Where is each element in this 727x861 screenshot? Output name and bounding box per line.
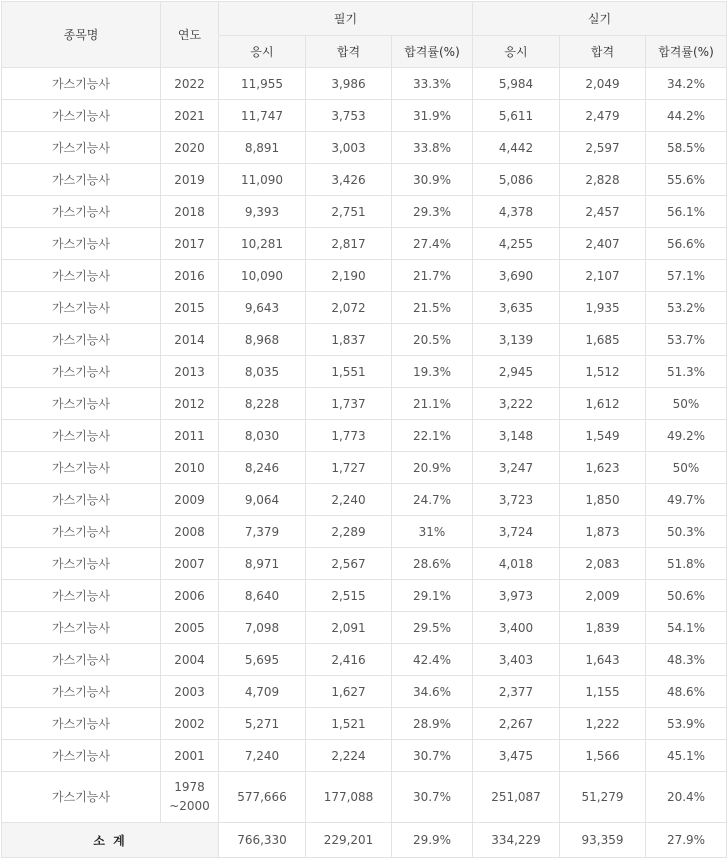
cell-practical-passed: 1,512: [560, 356, 646, 388]
table-row: [2, 452, 727, 484]
cell-year: 2008: [161, 516, 219, 548]
table-row: [2, 676, 727, 708]
cell-practical-pass-rate: 56.6%: [646, 228, 727, 260]
cell-written-passed: 2,224: [306, 740, 392, 772]
cell-item-name: 가스기능사: [2, 548, 161, 580]
header-written-applicants: 응시: [219, 36, 306, 68]
cell-practical-pass-rate: 53.7%: [646, 324, 727, 356]
cell-practical-applicants: 251,087: [473, 772, 560, 823]
cell-written-pass-rate: 24.7%: [392, 484, 473, 516]
cell-written-passed: 1,521: [306, 708, 392, 740]
cell-written-pass-rate: 19.3%: [392, 356, 473, 388]
cell-practical-passed: 1,612: [560, 388, 646, 420]
cell-written-pass-rate: 29.1%: [392, 580, 473, 612]
table-row: [2, 292, 727, 324]
cell-practical-applicants: 3,148: [473, 420, 560, 452]
cell-written-applicants: 11,090: [219, 164, 306, 196]
cell-practical-passed: 2,107: [560, 260, 646, 292]
cell-item-name: 가스기능사: [2, 228, 161, 260]
cell-written-applicants: 7,379: [219, 516, 306, 548]
cell-written-applicants: 8,971: [219, 548, 306, 580]
cell-year: 2002: [161, 708, 219, 740]
cell-practical-applicants: 3,475: [473, 740, 560, 772]
cell-written-passed: 1,737: [306, 388, 392, 420]
cell-written-passed: 3,986: [306, 68, 392, 100]
cell-year: [161, 772, 219, 823]
cell-item-name: 가스기능사: [2, 68, 161, 100]
cell-written-passed: 2,751: [306, 196, 392, 228]
cell-practical-passed: 1,155: [560, 676, 646, 708]
table-row: [2, 484, 727, 516]
cell-year: 2021: [161, 100, 219, 132]
cell-practical-applicants: 5,611: [473, 100, 560, 132]
cell-year: 2006: [161, 580, 219, 612]
cell-practical-applicants: 5,086: [473, 164, 560, 196]
cell-written-pass-rate: 20.9%: [392, 452, 473, 484]
cell-written-pass-rate: 29.5%: [392, 612, 473, 644]
cell-written-pass-rate: 21.5%: [392, 292, 473, 324]
table-row: [2, 612, 727, 644]
cell-practical-applicants: 5,984: [473, 68, 560, 100]
cell-practical-pass-rate: 50.6%: [646, 580, 727, 612]
table-row-range: [2, 772, 727, 823]
cell-written-pass-rate: 33.3%: [392, 68, 473, 100]
cell-practical-applicants: 3,724: [473, 516, 560, 548]
cell-practical-pass-rate: 51.8%: [646, 548, 727, 580]
total-practical-passed: 93,359: [560, 823, 646, 858]
cell-written-applicants: 8,228: [219, 388, 306, 420]
cell-written-pass-rate: 28.6%: [392, 548, 473, 580]
cell-written-pass-rate: 28.9%: [392, 708, 473, 740]
table-row: [2, 132, 727, 164]
cell-year: 2014: [161, 324, 219, 356]
cell-written-passed: 2,817: [306, 228, 392, 260]
total-label: 소 계: [2, 823, 219, 858]
cell-written-pass-rate: 31%: [392, 516, 473, 548]
table-row: [2, 740, 727, 772]
cell-year: 2005: [161, 612, 219, 644]
cell-written-applicants: 8,891: [219, 132, 306, 164]
cell-practical-passed: 2,049: [560, 68, 646, 100]
cell-practical-pass-rate: 51.3%: [646, 356, 727, 388]
cell-item-name: 가스기능사: [2, 708, 161, 740]
cell-practical-pass-rate: 57.1%: [646, 260, 727, 292]
cell-year: 2016: [161, 260, 219, 292]
cell-item-name: 가스기능사: [2, 612, 161, 644]
header-written-passed: 합격: [306, 36, 392, 68]
cell-practical-pass-rate: 56.1%: [646, 196, 727, 228]
cell-written-applicants: 11,955: [219, 68, 306, 100]
cell-written-pass-rate: 34.6%: [392, 676, 473, 708]
cell-item-name: 가스기능사: [2, 100, 161, 132]
table-body: [2, 68, 727, 858]
cell-written-applicants: 8,968: [219, 324, 306, 356]
cell-written-applicants: 5,695: [219, 644, 306, 676]
header-practical-pass-rate: 합격률(%): [646, 36, 727, 68]
cell-item-name: 가스기능사: [2, 644, 161, 676]
cell-year: 2013: [161, 356, 219, 388]
cell-practical-passed: 51,279: [560, 772, 646, 823]
table-row: [2, 100, 727, 132]
cell-practical-passed: 1,566: [560, 740, 646, 772]
table-header: [2, 2, 727, 68]
table-row: [2, 420, 727, 452]
cell-written-passed: 2,190: [306, 260, 392, 292]
cell-written-applicants: 7,240: [219, 740, 306, 772]
cell-written-pass-rate: 30.9%: [392, 164, 473, 196]
cell-written-applicants: 10,281: [219, 228, 306, 260]
cell-written-passed: 2,289: [306, 516, 392, 548]
cell-written-pass-rate: 30.7%: [392, 740, 473, 772]
cell-item-name: 가스기능사: [2, 324, 161, 356]
cell-written-applicants: 9,064: [219, 484, 306, 516]
cell-practical-applicants: 3,400: [473, 612, 560, 644]
cell-item-name: 가스기능사: [2, 420, 161, 452]
cell-practical-passed: 1,873: [560, 516, 646, 548]
cell-practical-applicants: 2,267: [473, 708, 560, 740]
cell-written-passed: 2,567: [306, 548, 392, 580]
total-written-applicants: 766,330: [219, 823, 306, 858]
cell-practical-pass-rate: 50.3%: [646, 516, 727, 548]
cell-year: 2012: [161, 388, 219, 420]
cell-practical-applicants: 3,973: [473, 580, 560, 612]
cell-year: 2018: [161, 196, 219, 228]
table-row: [2, 580, 727, 612]
cell-written-pass-rate: 30.7%: [392, 772, 473, 823]
cell-practical-passed: 2,597: [560, 132, 646, 164]
cell-practical-passed: 2,457: [560, 196, 646, 228]
cell-written-applicants: 10,090: [219, 260, 306, 292]
cell-practical-applicants: 3,403: [473, 644, 560, 676]
cell-written-pass-rate: 42.4%: [392, 644, 473, 676]
cell-year-end: ~2000: [169, 799, 210, 813]
cell-item-name: 가스기능사: [2, 580, 161, 612]
cell-practical-passed: 1,850: [560, 484, 646, 516]
table-row: [2, 228, 727, 260]
cell-written-passed: 3,753: [306, 100, 392, 132]
cell-item-name: 가스기능사: [2, 292, 161, 324]
cell-practical-applicants: 4,255: [473, 228, 560, 260]
cell-practical-applicants: 2,377: [473, 676, 560, 708]
cell-practical-passed: 1,685: [560, 324, 646, 356]
cell-practical-passed: 1,935: [560, 292, 646, 324]
cell-year: 2015: [161, 292, 219, 324]
cell-written-applicants: 577,666: [219, 772, 306, 823]
cell-item-name: 가스기능사: [2, 388, 161, 420]
table-row: [2, 644, 727, 676]
table-row: [2, 548, 727, 580]
table-row: [2, 196, 727, 228]
cell-practical-passed: 2,407: [560, 228, 646, 260]
cell-written-applicants: 8,640: [219, 580, 306, 612]
cell-item-name: 가스기능사: [2, 132, 161, 164]
cell-practical-passed: 1,643: [560, 644, 646, 676]
total-practical-applicants: 334,229: [473, 823, 560, 858]
cell-practical-passed: 1,222: [560, 708, 646, 740]
cell-year: 2019: [161, 164, 219, 196]
cell-year-start: 1978: [174, 780, 205, 794]
cell-practical-applicants: 3,222: [473, 388, 560, 420]
cell-practical-pass-rate: 20.4%: [646, 772, 727, 823]
cell-practical-pass-rate: 58.5%: [646, 132, 727, 164]
cell-written-applicants: 8,035: [219, 356, 306, 388]
cell-written-applicants: 8,030: [219, 420, 306, 452]
cell-practical-applicants: 3,723: [473, 484, 560, 516]
table-row: [2, 516, 727, 548]
cell-written-pass-rate: 33.8%: [392, 132, 473, 164]
cell-practical-pass-rate: 48.6%: [646, 676, 727, 708]
cell-year: 2010: [161, 452, 219, 484]
cell-practical-applicants: 2,945: [473, 356, 560, 388]
cell-practical-pass-rate: 34.2%: [646, 68, 727, 100]
cell-item-name: 가스기능사: [2, 516, 161, 548]
cell-written-applicants: 7,098: [219, 612, 306, 644]
table-row: [2, 708, 727, 740]
cell-practical-applicants: 4,378: [473, 196, 560, 228]
table-row: [2, 164, 727, 196]
total-practical-pass-rate: 27.9%: [646, 823, 727, 858]
header-year: 연도: [161, 2, 219, 68]
cell-practical-passed: 1,839: [560, 612, 646, 644]
table-row: [2, 68, 727, 100]
cell-item-name: 가스기능사: [2, 676, 161, 708]
cell-practical-pass-rate: 44.2%: [646, 100, 727, 132]
cell-item-name: 가스기능사: [2, 740, 161, 772]
header-written-pass-rate: 합격률(%): [392, 36, 473, 68]
header-practical-passed: 합격: [560, 36, 646, 68]
cell-written-passed: 2,240: [306, 484, 392, 516]
total-written-passed: 229,201: [306, 823, 392, 858]
pass-rate-table: [1, 1, 727, 858]
cell-practical-pass-rate: 54.1%: [646, 612, 727, 644]
cell-item-name: 가스기능사: [2, 260, 161, 292]
cell-written-passed: 3,003: [306, 132, 392, 164]
cell-year: 2022: [161, 68, 219, 100]
cell-item-name: 가스기능사: [2, 164, 161, 196]
table-row: [2, 356, 727, 388]
cell-written-applicants: 4,709: [219, 676, 306, 708]
cell-written-passed: 1,773: [306, 420, 392, 452]
cell-practical-pass-rate: 50%: [646, 452, 727, 484]
cell-written-passed: 1,837: [306, 324, 392, 356]
cell-written-passed: 2,072: [306, 292, 392, 324]
cell-written-pass-rate: 22.1%: [392, 420, 473, 452]
cell-practical-applicants: 3,690: [473, 260, 560, 292]
cell-written-passed: 2,091: [306, 612, 392, 644]
cell-practical-pass-rate: 53.9%: [646, 708, 727, 740]
cell-year: 2004: [161, 644, 219, 676]
cell-written-pass-rate: 21.1%: [392, 388, 473, 420]
cell-year: 2017: [161, 228, 219, 260]
cell-practical-pass-rate: 45.1%: [646, 740, 727, 772]
cell-practical-applicants: 3,635: [473, 292, 560, 324]
cell-item-name: 가스기능사: [2, 772, 161, 823]
cell-written-passed: 2,515: [306, 580, 392, 612]
cell-written-passed: 1,627: [306, 676, 392, 708]
cell-written-passed: 177,088: [306, 772, 392, 823]
cell-practical-passed: 1,549: [560, 420, 646, 452]
cell-written-applicants: 9,643: [219, 292, 306, 324]
cell-practical-applicants: 3,247: [473, 452, 560, 484]
cell-practical-passed: 2,479: [560, 100, 646, 132]
cell-practical-pass-rate: 49.7%: [646, 484, 727, 516]
cell-written-applicants: 9,393: [219, 196, 306, 228]
cell-practical-pass-rate: 55.6%: [646, 164, 727, 196]
cell-year: 2020: [161, 132, 219, 164]
cell-written-pass-rate: 31.9%: [392, 100, 473, 132]
header-item-name: 종목명: [2, 2, 161, 68]
cell-practical-pass-rate: 50%: [646, 388, 727, 420]
total-written-pass-rate: 29.9%: [392, 823, 473, 858]
cell-item-name: 가스기능사: [2, 484, 161, 516]
cell-written-applicants: 8,246: [219, 452, 306, 484]
cell-practical-pass-rate: 48.3%: [646, 644, 727, 676]
header-written: 필기: [219, 2, 473, 36]
table-row-total: [2, 823, 727, 858]
cell-year: 2003: [161, 676, 219, 708]
cell-item-name: 가스기능사: [2, 452, 161, 484]
cell-practical-pass-rate: 49.2%: [646, 420, 727, 452]
cell-written-applicants: 5,271: [219, 708, 306, 740]
cell-written-passed: 3,426: [306, 164, 392, 196]
cell-practical-pass-rate: 53.2%: [646, 292, 727, 324]
cell-written-pass-rate: 27.4%: [392, 228, 473, 260]
cell-practical-passed: 2,083: [560, 548, 646, 580]
header-practical: 실기: [473, 2, 727, 36]
cell-written-passed: 2,416: [306, 644, 392, 676]
cell-written-applicants: 11,747: [219, 100, 306, 132]
cell-practical-applicants: 4,018: [473, 548, 560, 580]
cell-item-name: 가스기능사: [2, 356, 161, 388]
cell-item-name: 가스기능사: [2, 196, 161, 228]
header-practical-applicants: 응시: [473, 36, 560, 68]
cell-written-passed: 1,727: [306, 452, 392, 484]
table-row: [2, 388, 727, 420]
cell-year: 2011: [161, 420, 219, 452]
cell-practical-applicants: 4,442: [473, 132, 560, 164]
cell-year: 2009: [161, 484, 219, 516]
cell-practical-passed: 2,828: [560, 164, 646, 196]
table-row: [2, 260, 727, 292]
cell-written-pass-rate: 29.3%: [392, 196, 473, 228]
table-row: [2, 324, 727, 356]
cell-year: 2001: [161, 740, 219, 772]
cell-practical-passed: 1,623: [560, 452, 646, 484]
cell-written-pass-rate: 20.5%: [392, 324, 473, 356]
cell-practical-passed: 2,009: [560, 580, 646, 612]
cell-written-passed: 1,551: [306, 356, 392, 388]
cell-written-pass-rate: 21.7%: [392, 260, 473, 292]
cell-year: 2007: [161, 548, 219, 580]
cell-practical-applicants: 3,139: [473, 324, 560, 356]
